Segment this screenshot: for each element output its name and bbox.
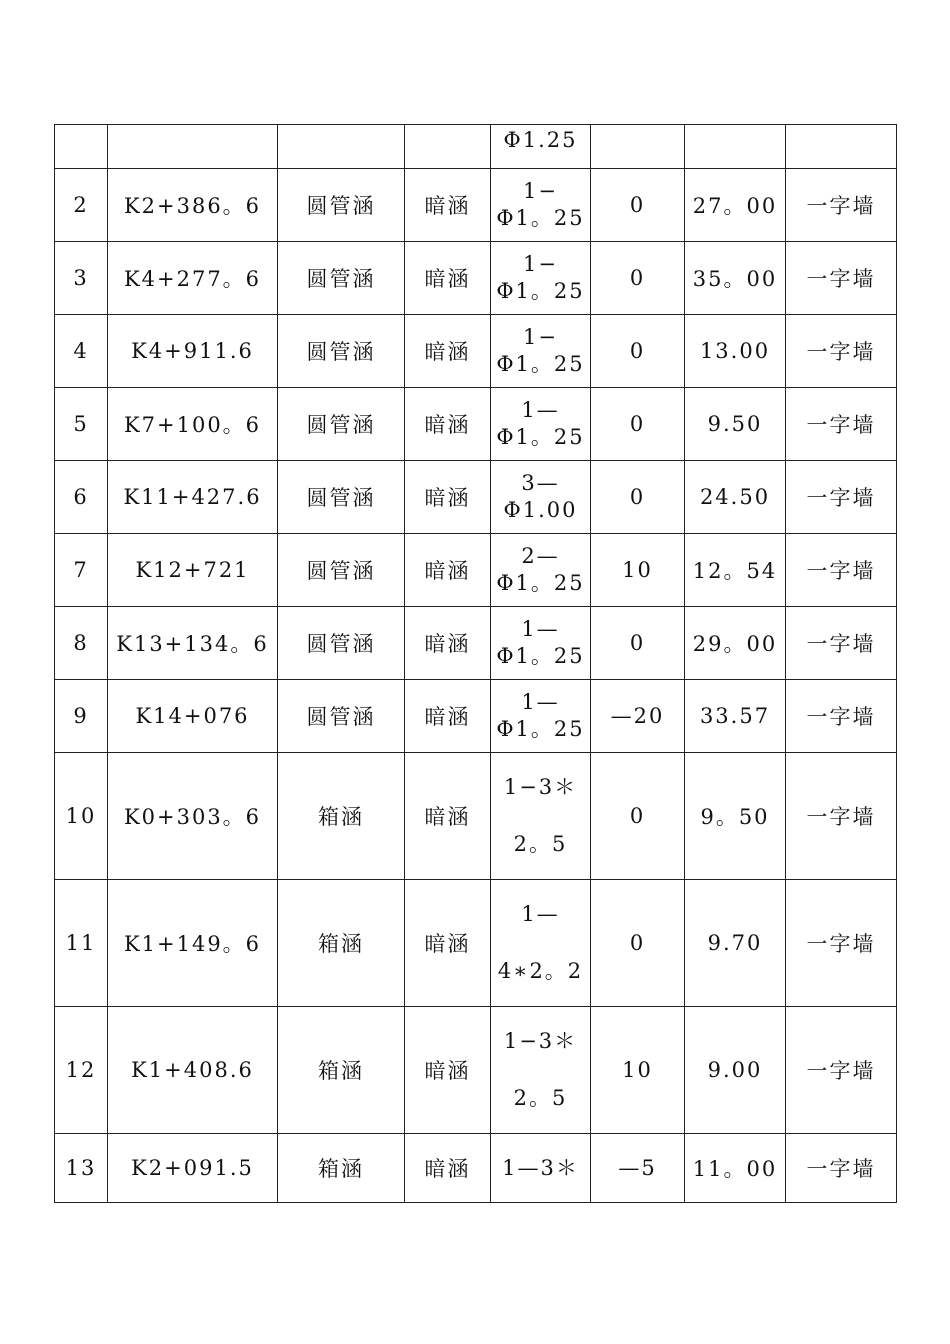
culvert-form-cell: 暗涵 — [405, 1007, 491, 1134]
table-row — [55, 753, 897, 880]
span-spec-cell — [491, 1134, 591, 1203]
span-spec-line: Φ1.25 — [503, 128, 578, 152]
end-wall-cell: 一字墙 — [786, 753, 897, 880]
end-wall-cell: 一字墙 — [786, 461, 897, 534]
table-row — [55, 315, 897, 388]
table-row — [55, 880, 897, 1007]
culvert-type-cell — [278, 125, 405, 169]
span-spec-cell — [491, 315, 591, 388]
row-number-cell: 7 — [55, 534, 108, 607]
span-spec-cell — [491, 169, 591, 242]
skew-angle-cell: 10 — [591, 534, 685, 607]
station-cell: K12+721 — [108, 534, 278, 607]
span-spec-line: 1− — [523, 179, 558, 203]
skew-angle-cell: 0 — [591, 242, 685, 315]
span-spec-cell — [491, 534, 591, 607]
station-cell: K2+386。6 — [108, 169, 278, 242]
culvert-form-cell: 暗涵 — [405, 753, 491, 880]
table-row — [55, 1134, 897, 1203]
station-cell: K11+427.6 — [108, 461, 278, 534]
span-spec-line: Φ1。25 — [496, 571, 585, 595]
row-number-cell: 5 — [55, 388, 108, 461]
span-spec-line: 4∗2。2 — [497, 959, 584, 983]
end-wall-cell: 一字墙 — [786, 680, 897, 753]
culvert-length-cell: 24.50 — [685, 461, 786, 534]
row-number-cell: 10 — [55, 753, 108, 880]
culvert-form-cell: 暗涵 — [405, 680, 491, 753]
culvert-form-cell: 暗涵 — [405, 880, 491, 1007]
station-cell: K4+277。6 — [108, 242, 278, 315]
station-cell: K7+100。6 — [108, 388, 278, 461]
span-spec-line: 2。5 — [513, 1086, 568, 1110]
station-cell: K14+076 — [108, 680, 278, 753]
span-spec-cell — [491, 242, 591, 315]
culvert-type-cell: 圆管涵 — [278, 315, 405, 388]
table-row — [55, 388, 897, 461]
span-spec-line: 3— — [521, 471, 560, 495]
station-cell: K1+408.6 — [108, 1007, 278, 1134]
table-row — [55, 461, 897, 534]
culvert-form-cell: 暗涵 — [405, 315, 491, 388]
culvert-length-cell: 9.00 — [685, 1007, 786, 1134]
end-wall-cell: 一字墙 — [786, 315, 897, 388]
culvert-type-cell: 圆管涵 — [278, 680, 405, 753]
span-spec-line: Φ1。25 — [496, 206, 585, 230]
culvert-form-cell: 暗涵 — [405, 534, 491, 607]
skew-angle-cell: 0 — [591, 607, 685, 680]
culvert-type-cell: 圆管涵 — [278, 242, 405, 315]
span-spec-line: 1—3＊ — [502, 1155, 579, 1180]
culvert-length-cell: 27。00 — [685, 169, 786, 242]
span-spec-line: 1−3＊ — [503, 1029, 578, 1053]
culvert-length-cell: 13.00 — [685, 315, 786, 388]
station-cell: K0+303。6 — [108, 753, 278, 880]
table-row — [55, 125, 897, 169]
end-wall-cell: 一字墙 — [786, 388, 897, 461]
culvert-type-cell: 圆管涵 — [278, 607, 405, 680]
table-row — [55, 607, 897, 680]
skew-angle-cell: 10 — [591, 1007, 685, 1134]
span-spec-line: 1— — [521, 690, 560, 714]
span-spec-line: Φ1。25 — [496, 425, 585, 449]
span-spec-cell — [491, 880, 591, 1007]
row-number-cell — [55, 125, 108, 169]
span-spec-line: 1− — [523, 325, 558, 349]
table-row — [55, 680, 897, 753]
end-wall-cell: 一字墙 — [786, 607, 897, 680]
culvert-type-cell: 圆管涵 — [278, 461, 405, 534]
culvert-length-cell: 29。00 — [685, 607, 786, 680]
span-spec-cell — [491, 680, 591, 753]
culvert-type-cell: 箱涵 — [278, 880, 405, 1007]
skew-angle-cell: 0 — [591, 315, 685, 388]
end-wall-cell: 一字墙 — [786, 169, 897, 242]
row-number-cell: 9 — [55, 680, 108, 753]
row-number-cell: 2 — [55, 169, 108, 242]
skew-angle-cell — [591, 125, 685, 169]
table-row — [55, 534, 897, 607]
row-number-cell: 6 — [55, 461, 108, 534]
culvert-form-cell: 暗涵 — [405, 461, 491, 534]
table-row — [55, 169, 897, 242]
culvert-form-cell: 暗涵 — [405, 388, 491, 461]
culvert-form-cell: 暗涵 — [405, 242, 491, 315]
row-number-cell: 11 — [55, 880, 108, 1007]
span-spec-cell — [491, 753, 591, 880]
end-wall-cell: 一字墙 — [786, 1134, 897, 1203]
culvert-type-cell: 圆管涵 — [278, 169, 405, 242]
row-number-cell: 3 — [55, 242, 108, 315]
station-cell: K4+911.6 — [108, 315, 278, 388]
row-number-cell: 8 — [55, 607, 108, 680]
culvert-type-cell: 箱涵 — [278, 1007, 405, 1134]
skew-angle-cell: 0 — [591, 880, 685, 1007]
span-spec-cell — [491, 1007, 591, 1134]
culvert-type-cell: 箱涵 — [278, 1134, 405, 1203]
end-wall-cell: 一字墙 — [786, 534, 897, 607]
culvert-length-cell: 9.50 — [685, 388, 786, 461]
culvert-length-cell — [685, 125, 786, 169]
culvert-form-cell: 暗涵 — [405, 1134, 491, 1203]
row-number-cell: 4 — [55, 315, 108, 388]
span-spec-line: Φ1。25 — [496, 717, 585, 741]
table-row — [55, 1007, 897, 1134]
row-number-cell: 13 — [55, 1134, 108, 1203]
skew-angle-cell: 0 — [591, 169, 685, 242]
station-cell — [108, 125, 278, 169]
end-wall-cell: 一字墙 — [786, 242, 897, 315]
span-spec-cell — [491, 388, 591, 461]
culvert-length-cell: 9.70 — [685, 880, 786, 1007]
culvert-form-cell — [405, 125, 491, 169]
table-row — [55, 242, 897, 315]
station-cell: K13+134。6 — [108, 607, 278, 680]
span-spec-line: 2— — [521, 544, 560, 568]
span-spec-line: 1− — [523, 252, 558, 276]
span-spec-cell — [491, 461, 591, 534]
culvert-form-cell: 暗涵 — [405, 607, 491, 680]
end-wall-cell — [786, 125, 897, 169]
culvert-type-cell: 圆管涵 — [278, 534, 405, 607]
span-spec-line: Φ1。25 — [496, 644, 585, 668]
culvert-length-cell: 9。50 — [685, 753, 786, 880]
skew-angle-cell: 0 — [591, 461, 685, 534]
end-wall-cell: 一字墙 — [786, 880, 897, 1007]
span-spec-line: Φ1。25 — [496, 279, 585, 303]
culvert-length-cell: 35。00 — [685, 242, 786, 315]
culvert-length-cell: 33.57 — [685, 680, 786, 753]
span-spec-cell — [491, 607, 591, 680]
span-spec-line: Φ1。25 — [496, 352, 585, 376]
culvert-table — [54, 124, 897, 1203]
station-cell: K2+091.5 — [108, 1134, 278, 1203]
span-spec-line: 1— — [521, 617, 560, 641]
skew-angle-cell: 0 — [591, 388, 685, 461]
culvert-type-cell: 箱涵 — [278, 753, 405, 880]
span-spec-line: 1−3＊ — [503, 775, 578, 799]
station-cell: K1+149。6 — [108, 880, 278, 1007]
skew-angle-cell: 0 — [591, 753, 685, 880]
culvert-length-cell: 12。54 — [685, 534, 786, 607]
culvert-form-cell: 暗涵 — [405, 169, 491, 242]
row-number-cell: 12 — [55, 1007, 108, 1134]
table-body — [55, 125, 897, 1203]
skew-angle-cell: —20 — [591, 680, 685, 753]
culvert-type-cell: 圆管涵 — [278, 388, 405, 461]
skew-angle-cell: —5 — [591, 1134, 685, 1203]
span-spec-line: 1— — [521, 398, 560, 422]
span-spec-line: 2。5 — [513, 832, 568, 856]
culvert-length-cell: 11。00 — [685, 1134, 786, 1203]
span-spec-cell — [491, 125, 591, 169]
end-wall-cell: 一字墙 — [786, 1007, 897, 1134]
span-spec-line: 1— — [521, 902, 560, 926]
span-spec-line: Φ1.00 — [503, 498, 578, 522]
